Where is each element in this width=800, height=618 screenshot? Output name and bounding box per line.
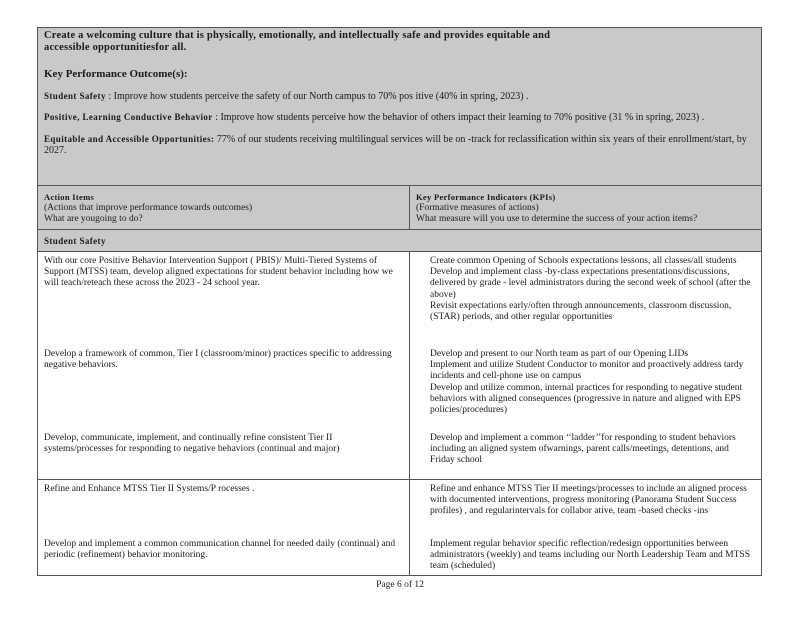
header-title: Key Performance Indicators (KPIs)	[416, 192, 556, 202]
outcome-text: : Improve how students perceive how the behavior of others impact their learning to 70% positive (31 % in spring, 2023) .	[212, 112, 705, 123]
kpi-text: Develop and present to our North team as part of our Opening LIDs	[430, 349, 689, 359]
outcome-label: Positive, Learning Conductive Behavior	[44, 112, 213, 122]
kpi-list	[410, 535, 761, 575]
goal-title	[44, 30, 755, 53]
table-row	[38, 345, 761, 429]
kpi-list	[410, 345, 761, 429]
table-row	[38, 252, 761, 345]
header-kpis	[410, 186, 761, 229]
outcome-text: : Improve how students perceive the safety of our North campus to 70% pos itive (40% in spring, 2023) .	[105, 90, 529, 102]
action-item: Develop and implement a common communication channel for needed daily (continual) and periodic (refinement) behavior monitoring.	[38, 535, 410, 575]
document-page	[37, 27, 762, 576]
section-label: Student Safety	[38, 229, 761, 251]
kpi-text: Implement regular behavior specific reflection/redesign opportunities between administrators (weekly) and teams including our North Leadership Team and MTSS team (scheduled)	[430, 539, 750, 572]
outcome-text: 77% of our students receiving multilingual services will be on -track for reclassification within six years of their enrollment/start, by 2027.	[44, 133, 747, 156]
table-row	[38, 535, 761, 575]
header-title: Action Items	[44, 192, 95, 202]
goal-block	[37, 27, 762, 251]
kpi-list	[410, 429, 761, 479]
kpi-item	[412, 539, 755, 573]
table-body	[37, 251, 762, 576]
outcome-label: Student Safety	[44, 90, 106, 101]
kpi-item	[412, 256, 755, 267]
action-item: Refine and Enhance MTSS Tier II Systems/P rocesses .	[38, 480, 410, 535]
kpi-text: Develop and implement a common ‘‘ladder’’for responding to student behaviors including an aligned system ofwarnings, parent calls/meetings, detentions, and Friday school	[430, 433, 736, 466]
table-row	[38, 429, 761, 479]
outcome-label: Equitable and Accessible Opportunities:	[44, 133, 215, 144]
kpo-heading: Key Performance Outcome(s):	[44, 68, 188, 80]
kpi-item	[412, 433, 755, 467]
kpi-text: Implement and utilize Student Conductor to monitor and proactively address tardy incidents and cell-phone use on campus	[430, 360, 744, 382]
kpi-item	[412, 360, 755, 382]
kpi-text: Revisit expectations early/often through announcements, classroom discussion, (STAR) periods, and other regular opportunities	[430, 300, 732, 323]
header-subtitle: (Actions that improve performance towards outcomes)	[44, 203, 253, 213]
kpi-item	[412, 267, 755, 301]
header-subtitle: (Formative measures of actions)	[416, 203, 539, 213]
kpi-text: Refine and enhance MTSS Tier II meetings/processes to include an aligned process with documented interventions, progress monitoring (Panorama Student Success profiles) , and regularintervals for collabor ative, team -based checks -ins	[430, 484, 747, 517]
goal-title-line-1: Create a welcoming culture that is physically, emotionally, and intellectually safe and provides equitable and	[44, 30, 551, 41]
header-question: What measure will you use to determine the success of your action items?	[416, 214, 698, 224]
table-row	[38, 479, 761, 535]
kpi-item	[412, 301, 755, 323]
kpi-text: Develop and implement class -by-class expectations presentations/discussions, delivered by grade - level administrators during the second week of school (after the above)	[430, 267, 751, 300]
table-header	[38, 185, 761, 229]
header-action-items	[38, 186, 410, 229]
outcome-positive-behavior	[44, 112, 755, 124]
outcome-student-safety	[44, 91, 755, 103]
action-item: With our core Positive Behavior Intervention Support ( PBIS)/ Multi-Tiered Systems of Support (MTSS) team, develop aligned expectations for student behavior including how we will teach/reteach these across the 2023 - 24 school year.	[38, 252, 410, 345]
kpi-item	[412, 383, 755, 417]
action-item: Develop, communicate, implement, and continually refine consistent Tier II systems/processes for responding to negative behaviors (continual and major)	[38, 429, 410, 479]
kpi-list	[410, 252, 761, 345]
action-item: Develop a framework of common, Tier I (classroom/minor) practices specific to addressing negative behaviors.	[38, 345, 410, 429]
kpi-text: Develop and utilize common, internal practices for responding to negative student behaviors with aligned consequences (progressive in nature and aligned with EPS policies/procedures)	[430, 382, 743, 416]
kpi-item	[412, 484, 755, 518]
kpi-list	[410, 480, 761, 535]
kpi-item	[412, 349, 755, 360]
outcome-equitable-access	[44, 134, 755, 157]
page-number: Page 6 of 12	[376, 580, 424, 590]
header-question: What are yougoing to do?	[44, 214, 143, 224]
goal-title-line-2: accessible opportunitiesfor all.	[44, 41, 187, 53]
kpi-text: Create common Opening of Schools expectations lessons, all classes/all students	[430, 256, 737, 266]
